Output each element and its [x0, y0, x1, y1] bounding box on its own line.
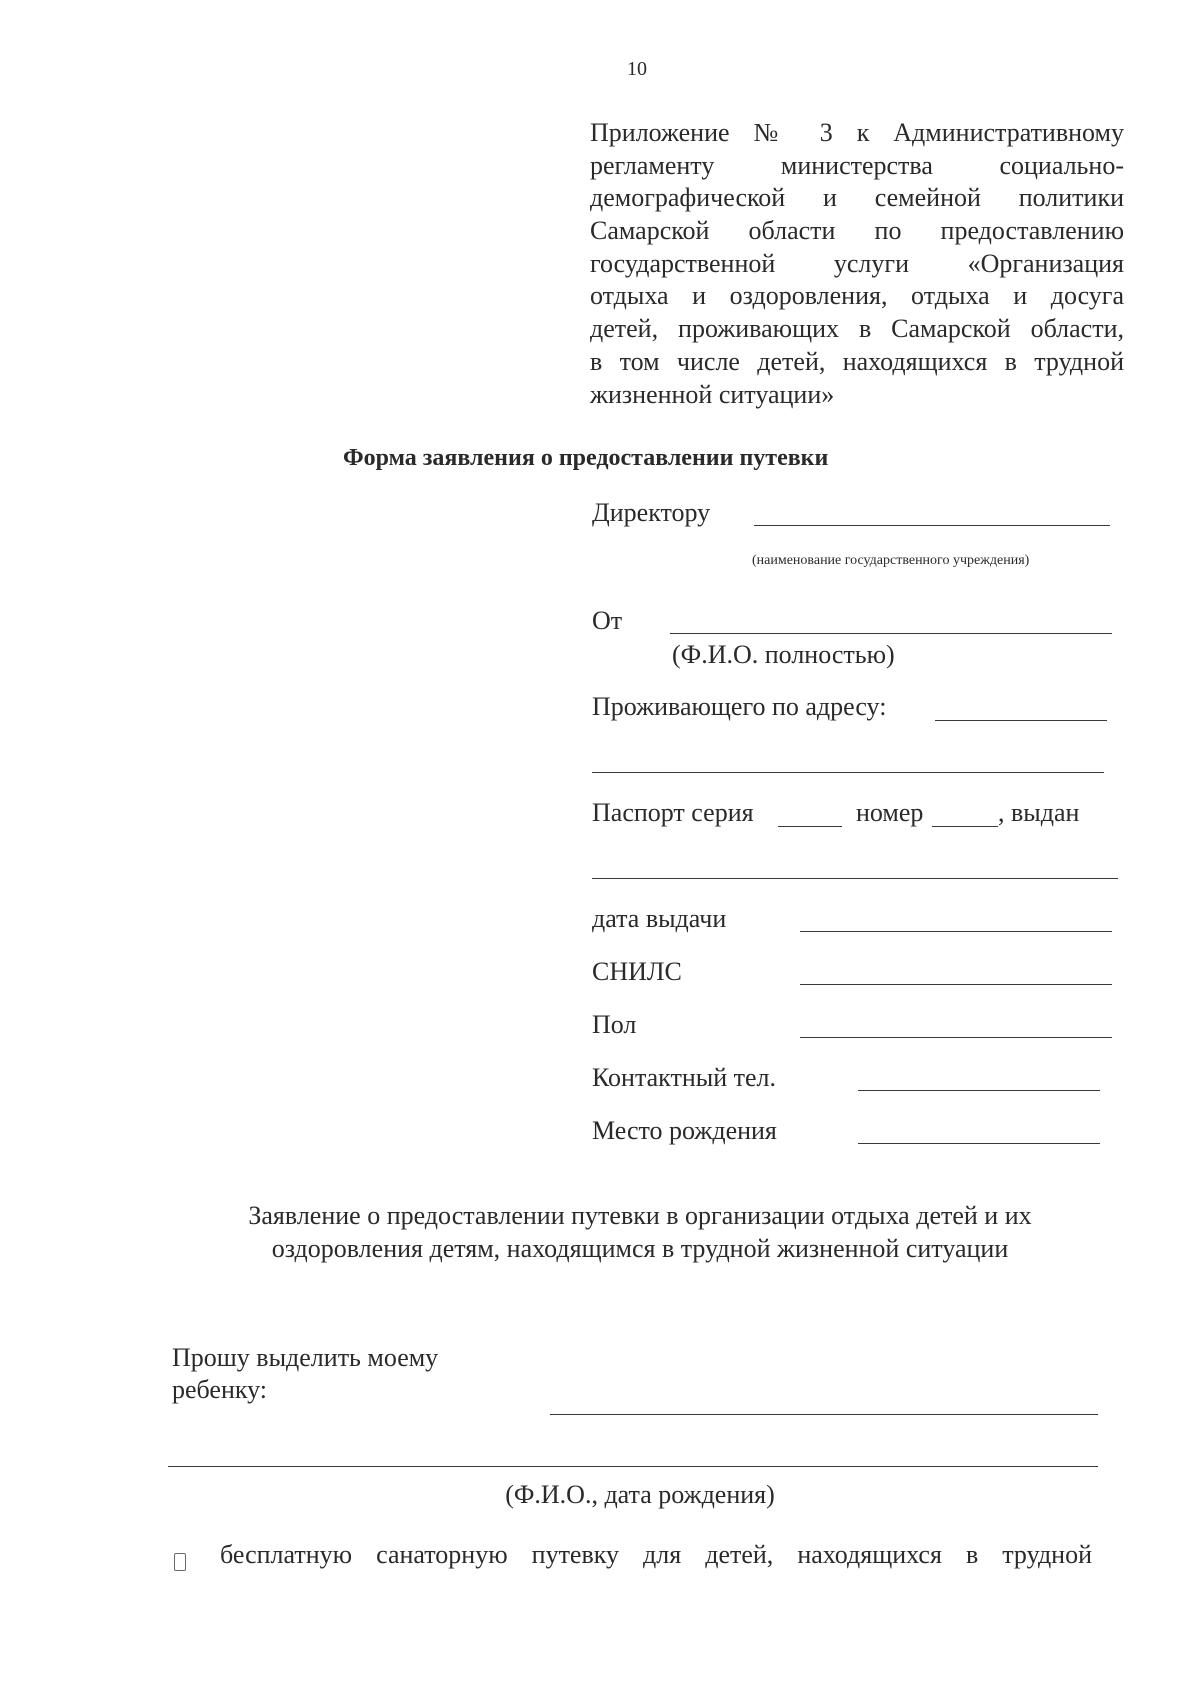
request-line: Прошу выделить моему [172, 1343, 439, 1372]
director-field[interactable] [754, 525, 1110, 526]
birthplace-field[interactable] [858, 1143, 1100, 1144]
phone-field[interactable] [858, 1090, 1100, 1091]
issue-date-label: дата выдачи [592, 904, 727, 933]
appendix-header [590, 117, 1124, 411]
passport-issued-label: , выдан [998, 798, 1080, 827]
director-label: Директору [592, 498, 711, 527]
child-hint: (Ф.И.О., дата рождения) [505, 1480, 775, 1509]
passport-issued-field[interactable] [592, 878, 1118, 879]
child-field[interactable] [550, 1414, 1098, 1415]
passport-number-label: номер [856, 798, 924, 827]
phone-label: Контактный тел. [592, 1063, 777, 1092]
free-voucher-checkbox[interactable] [174, 1553, 186, 1571]
statement-line: оздоровления детям, находящимся в трудной жизненной ситуации [271, 1234, 1009, 1263]
sex-field[interactable] [800, 1037, 1112, 1038]
snils-field[interactable] [800, 984, 1112, 985]
child-field-line2[interactable] [168, 1466, 1098, 1467]
passport-series-label: Паспорт серия [592, 798, 754, 827]
appendix-line: Приложение № 3 к Административному [590, 118, 1124, 147]
birthplace-label: Место рождения [592, 1116, 777, 1145]
appendix-line: жизненной ситуации» [590, 379, 835, 409]
from-label: От [592, 606, 623, 635]
appendix-line: детей, проживающих в Самарской области, [590, 314, 1124, 344]
passport-number-field[interactable] [932, 826, 998, 827]
snils-label: СНИЛС [592, 957, 682, 986]
appendix-line: регламенту министерства социально- [590, 150, 1124, 180]
page-number: 10 [627, 58, 647, 80]
appendix-line: государственной услуги «Организация [590, 248, 1124, 278]
statement-line: Заявление о предоставлении путевки в организации отдыха детей и их [248, 1201, 1032, 1230]
appendix-line: отдыха и оздоровления, отдыха и досуга [590, 281, 1124, 311]
free-voucher-option-label: бесплатную санаторную путевку для детей, находящихся в трудной [220, 1540, 1092, 1569]
sex-label: Пол [592, 1010, 637, 1039]
from-hint: (Ф.И.О. полностью) [672, 640, 895, 669]
issue-date-field[interactable] [800, 931, 1112, 932]
request-line: ребенку: [172, 1375, 268, 1404]
director-hint: (наименование государственного учреждения) [752, 553, 1030, 568]
appendix-line: демографической и семейной политики [590, 183, 1124, 213]
from-field[interactable] [670, 633, 1112, 634]
address-label: Проживающего по адресу: [592, 692, 887, 721]
appendix-line: в том числе детей, находящихся в трудной [590, 346, 1124, 376]
form-title: Форма заявления о предоставлении путевки [343, 445, 829, 471]
address-field[interactable] [935, 720, 1107, 721]
passport-series-field[interactable] [778, 826, 842, 827]
appendix-line: Самарской области по предоставлению [590, 216, 1124, 246]
address-field-line2[interactable] [592, 772, 1104, 773]
